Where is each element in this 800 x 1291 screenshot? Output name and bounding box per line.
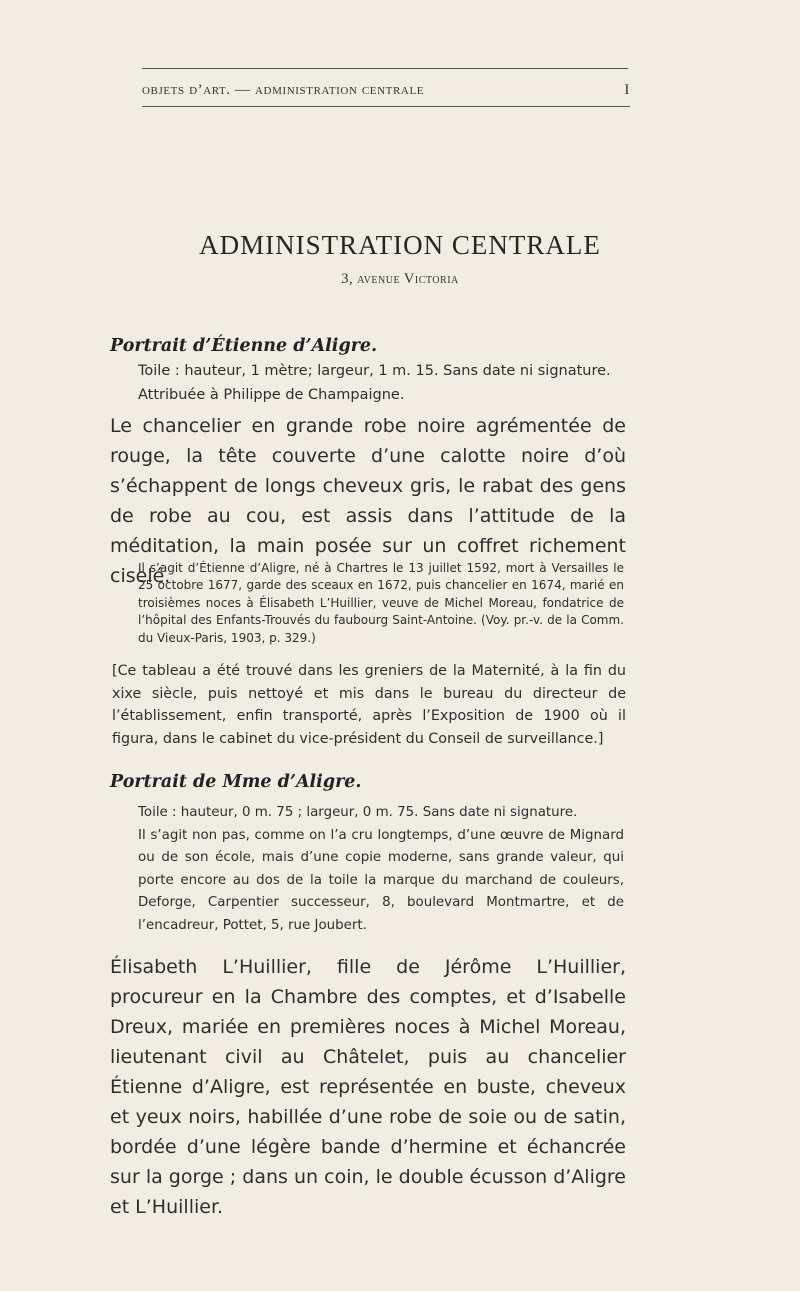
meta-paragraph: Il s’agit non pas, comme on l’a cru longtemps, d’une œuvre de Mignard ou de son école, mais d’une copie moderne, sans grande valeur, qui porte encore au dos de la toile la marque du marchand de couleurs, Deforge, Carpentier successeur, 8, boulevard Montmartre, et de l’encadreur, Pottet, 5, rue Joubert. xyxy=(138,827,624,933)
meta-dimensions: Toile : hauteur, 1 mètre; largeur, 1 m. 15. Sans date ni signature. xyxy=(138,363,611,379)
running-head xyxy=(142,82,630,99)
header-rule-bottom xyxy=(142,106,630,107)
header-rule-top xyxy=(142,68,628,69)
entry-description-mme-aligre: Élisabeth L’Huillier, fille de Jérôme L’Huillier, procureur en la Chambre des comptes, et d’Isabelle Dreux, mariée en premières noces à Michel Moreau, lieutenant civil au Châtelet, puis au chancelier Étienne d’Aligre, est représentée en buste, cheveux et yeux noirs, habillée d’une robe de soie ou de satin, bordée d’une légère bande d’hermine et échancrée sur la gorge ; dans un coin, le double écusson d’Aligre et L’Huillier. xyxy=(110,956,626,1218)
running-head-title: objets d’art. — administration centrale xyxy=(142,82,425,98)
entry-bracket-note-etienne: [Ce tableau a été trouvé dans les greniers de la Maternité, à la fin du xixe siècle, puis nettoyé et mis dans le bureau du directeur de l’établissement, enfin transporté, après l’Exposition de 1900 où il figura, dans le cabinet du vice-président du Conseil de surveillance.] xyxy=(112,663,626,747)
entry-meta-etienne xyxy=(138,359,624,407)
page-number: I xyxy=(624,82,630,98)
meta-attribution: Attribuée à Philippe de Champaigne. xyxy=(138,387,405,403)
entry-note-etienne: Il s’agit d’Étienne d’Aligre, né à Chartres le 13 juillet 1592, mort à Versailles le 25 octobre 1677, garde des sceaux en 1672, puis chancelier en 1674, marié en troisièmes noces à Élisabeth L’Huillier, veuve de Michel Moreau, fondatrice de l’hôpital des Enfants-Trouvés du faubourg Saint-Antoine. (Voy. pr.-v. de la Comm. du Vieux-Paris, 1903, p. 329.) xyxy=(138,561,624,645)
entry-title-etienne: Portrait d’Étienne d’Aligre. xyxy=(110,336,378,356)
entry-description-etienne: Le chancelier en grande robe noire agrémentée de rouge, la tête couverte d’une calotte noire d’où s’échappent de longs cheveux gris, le rabat des gens de robe au cou, est assis dans l’attitude de la méditation, la main posée sur un coffret richement ciselé. xyxy=(110,415,626,587)
meta-dimensions: Toile : hauteur, 0 m. 75 ; largeur, 0 m. 75. Sans date ni signature. xyxy=(138,805,578,820)
entry-title-mme-aligre: Portrait de Mme d’Aligre. xyxy=(110,772,362,792)
section-address: 3, avenue Victoria xyxy=(341,271,459,287)
section-title: ADMINISTRATION CENTRALE xyxy=(199,230,601,260)
entry-meta-mme-aligre xyxy=(138,802,624,937)
